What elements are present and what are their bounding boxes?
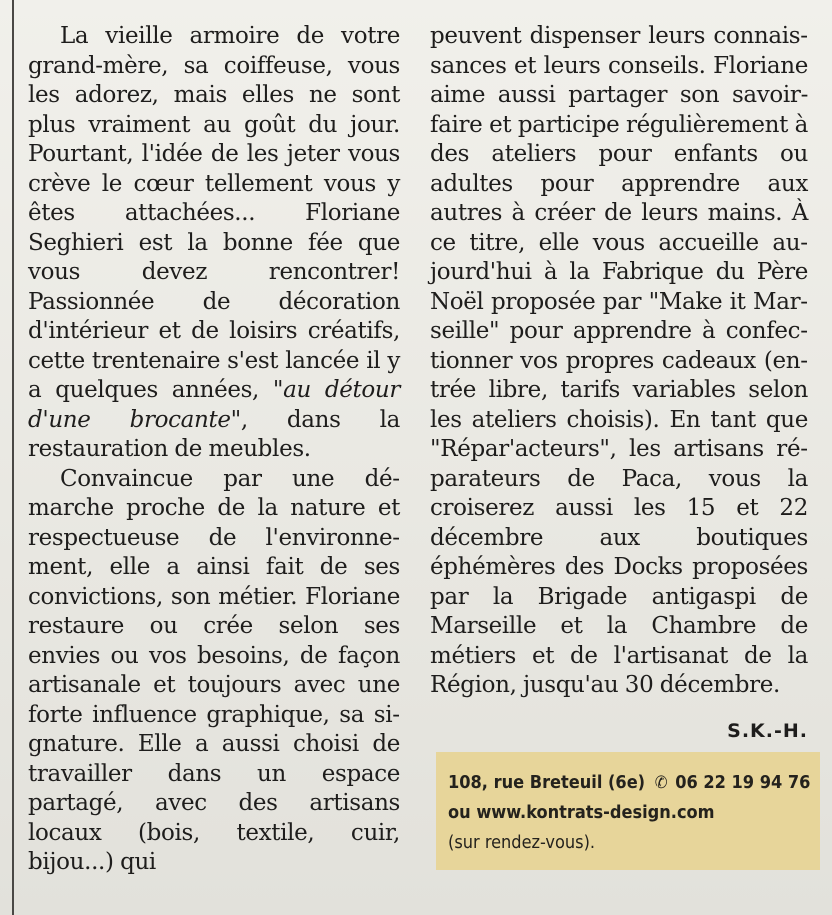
- website-line: [448, 798, 806, 828]
- article-paragraph-2: Convaincue par une démarche proche de la nature et respectueuse de l'environnement, elle a ainsi fait de ses convictions, son métier. Floriane restaure ou crée selon ses envies ou vos besoins, de façon artisanale et toujours avec une forte influence graphique, sa signature. Elle a aussi choisi de travailler dans un espace partagé, avec des artisans locaux (bois, textile, cuir, bijou...) qui: [28, 465, 400, 875]
- article-left-column: [28, 22, 400, 878]
- website-link[interactable]: www.kontrats-design.com: [476, 802, 715, 823]
- italic-quote: au détour d'une brocante: [28, 377, 401, 433]
- phone-icon: ✆: [654, 773, 668, 793]
- author-signature: S.K.-H.: [727, 720, 808, 742]
- phone-number: 06 22 19 94 76: [675, 772, 811, 793]
- paragraph-1-text: La vieille armoire de votre grand-mère, sa coiffeuse, vous les adorez, mais elles ne sont plus vraiment au goût du jour. Pourtant, l'idée de les jeter vous crève le cœur tellement vous y êtes attachées... Floriane Seghieri est la bonne fée que vous devez rencontrer! Passionnée de décoration d'intérieur et de loisirs créatifs, cette trentenaire s'est lancée il y a quelques années, ": [28, 23, 400, 403]
- article-right-column: [430, 22, 808, 701]
- article-paragraph-3: peuvent dispenser leurs connaissances et leurs conseils. Floriane aime aussi partager son savoir-faire et participe régulièrement à des ateliers pour enfants ou adultes pour apprendre aux autres à créer de leurs mains. À ce titre, elle vous accueille aujourd'hui à la Fabrique du Père Noël proposée par "Make it Marseille" pour apprendre à confectionner vos propres cadeaux (entrée libre, tarifs variables selon les ateliers choisis). En tant que "Répar'acteurs", les artisans réparateurs de Paca, vous la croiserez aussi les 15 et 22 décembre aux boutiques éphémères des Docks proposées par la Brigade antigaspi de Marseille et la Chambre de métiers et de l'artisanat de la Région, jusqu'au 30 décembre.: [430, 23, 808, 698]
- address-line: [448, 768, 811, 798]
- website-prefix: ou: [448, 802, 471, 823]
- contact-info-box: [436, 752, 820, 870]
- article-paragraph-1: [28, 22, 400, 465]
- appointment-note: (sur rendez-vous).: [448, 832, 596, 853]
- column-rule: [12, 0, 14, 915]
- address-text: 108, rue Breteuil (6e): [448, 772, 646, 793]
- paragraph-1-end: ", dans la restauration de meubles.: [28, 406, 400, 462]
